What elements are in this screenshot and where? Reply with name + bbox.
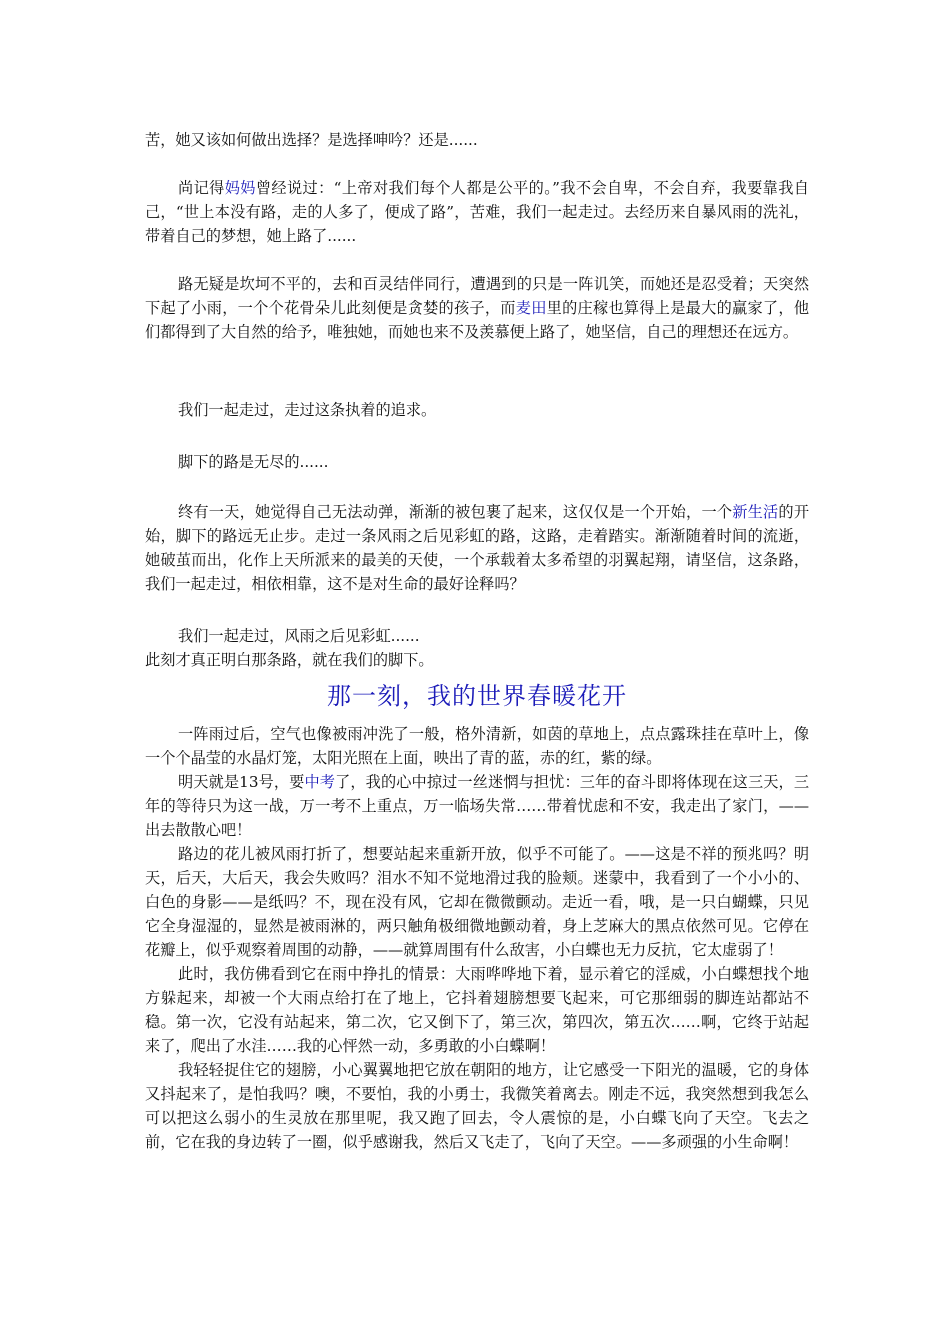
paragraph-exam (145, 770, 809, 842)
paragraph-mother-words (145, 176, 809, 248)
paragraph-text: 苦，她又该如何做出选择？是选择呻吟？还是...... (145, 131, 478, 149)
paragraph-text: 了，我的心中掠过一丝迷惘与担忧：三年的奋斗即将体现在这三天，三年的等待只为这一战，万一考不上重点，万一临场失常……带着忧虑和不安，我走出了家门，——出去散散心吧！ (145, 773, 810, 839)
paragraph-dewdrops: 一阵雨过后，空气也像被雨冲洗了一般，格外清新，如茵的草地上，点点露珠挂在草叶上，像一个个晶莹的水晶灯笼，太阳光照在上面，映出了青的蓝，赤的红，紫的绿。 (145, 725, 809, 767)
paragraph-text: 我们一起走过，走过这条执着的追求。 (178, 401, 437, 419)
paragraph-choice (145, 128, 809, 152)
paragraph-cocoon (145, 500, 809, 596)
paragraph-text: 里的庄稼也算得上是最大的赢家了，他们都得到了大自然的给予，唯独她，而她也来不及羡慕便上路了，她坚信，自己的理想还在远方。 (145, 299, 810, 341)
paragraph-text: 终有一天，她觉得自己无法动弹，渐渐的被包裹了起来，这仅仅是一个开始，一个 (178, 503, 733, 521)
link-wheatfield[interactable]: 麦田 (515, 299, 547, 317)
paragraph-endless-road (145, 450, 809, 474)
paragraph-text: 脚下的路是无尽的...... (178, 453, 329, 471)
paragraph-text: 路无疑是坎坷不平的，去和百灵结伴同行，遭遇到的只是一阵讥笑，而她还是忍受着；天突然下起了小雨，一个个花骨朵儿此刻便是贪婪的孩子，而 (145, 275, 809, 317)
article-body (145, 722, 809, 1154)
article-title: 那一刻，我的世界春暖花开 (327, 682, 627, 710)
paragraph-flight: 我轻轻捉住它的翅膀，小心翼翼地把它放在朝阳的地方，让它感受一下阳光的温暖，它的身体又抖起来了，是怕我吗？噢，不要怕，我的小勇士，我微笑着离去。刚走不远，我突然想到我怎么可以把这么弱小的生灵放在那里呢，我又跑了回去，令人震惊的是，小白蝶飞向了天空。飞去之前，它在我的身边转了一圈，似乎感谢我，然后又飞走了，飞向了天空。——多顽强的小生命啊！ (145, 1061, 809, 1151)
paragraph-butterfly: 路边的花儿被风雨打折了，想要站起来重新开放，似乎不可能了。——这是不祥的预兆吗？明天，后天，大后天，我会失败吗？泪水不知不觉地滑过我的脸颊。迷蒙中，我看到了一个小小的、白色的身影——是纸吗？不，现在没有风，它却在微微颤动。走近一看，哦，是一只白蝴蝶，只见它全身湿湿的，显然是被雨淋的，两只触角极细微地颤动着，身上芝麻大的黑点依然可见。它停在花瓣上，似乎观察着周围的动静，——就算周围有什么敌害，小白蝶也无力反抗，它太虚弱了！ (145, 845, 809, 959)
paragraph-text: 尚记得 (178, 179, 225, 197)
link-mama[interactable]: 妈妈 (224, 179, 256, 197)
link-zhongkao[interactable]: 中考 (304, 773, 336, 791)
paragraph-rough-road (145, 272, 809, 344)
link-new-life[interactable]: 新生活 (732, 503, 779, 521)
paragraph-rainbow (145, 624, 809, 672)
paragraph-text: 的开始，脚下的路远无止步。走过一条风雨之后见彩虹的路，这路，走着踏实。渐渐随着时间的流逝，她破茧而出，化作上天所派来的最美的天使，一个承载着太多希望的羽翼起翔，请坚信，这条路，我们一起走过，相依相靠，这不是对生命的最好诠释吗？ (145, 503, 810, 593)
paragraph-walk-together (145, 398, 809, 422)
paragraph-text: 我们一起走过，风雨之后见彩虹...... (178, 627, 420, 645)
paragraph-text: 此刻才真正明白那条路，就在我们的脚下。 (145, 651, 434, 669)
paragraph-text: 明天就是13号，要 (178, 773, 305, 791)
paragraph-text: 曾经说过：“上帝对我们每个人都是公平的。”我不会自卑，不会自弃，我要靠我自己，“世上本没有路，走的人多了，便成了路”，苦难，我们一起走过。去经历来自暴风雨的洗礼，带着自己的梦想，她上路了...... (145, 179, 809, 245)
paragraph-struggle: 此时，我仿佛看到它在雨中挣扎的情景：大雨哗哗地下着，显示着它的淫威，小白蝶想找个地方躲起来，却被一个大雨点给打在了地上，它抖着翅膀想要飞起来，可它那细弱的脚连站都站不稳。第一次，它没有站起来，第二次，它又倒下了，第三次，第四次，第五次……啊，它终于站起来了，爬出了水洼……我的心怦然一动，多勇敢的小白蝶啊！ (145, 965, 809, 1055)
